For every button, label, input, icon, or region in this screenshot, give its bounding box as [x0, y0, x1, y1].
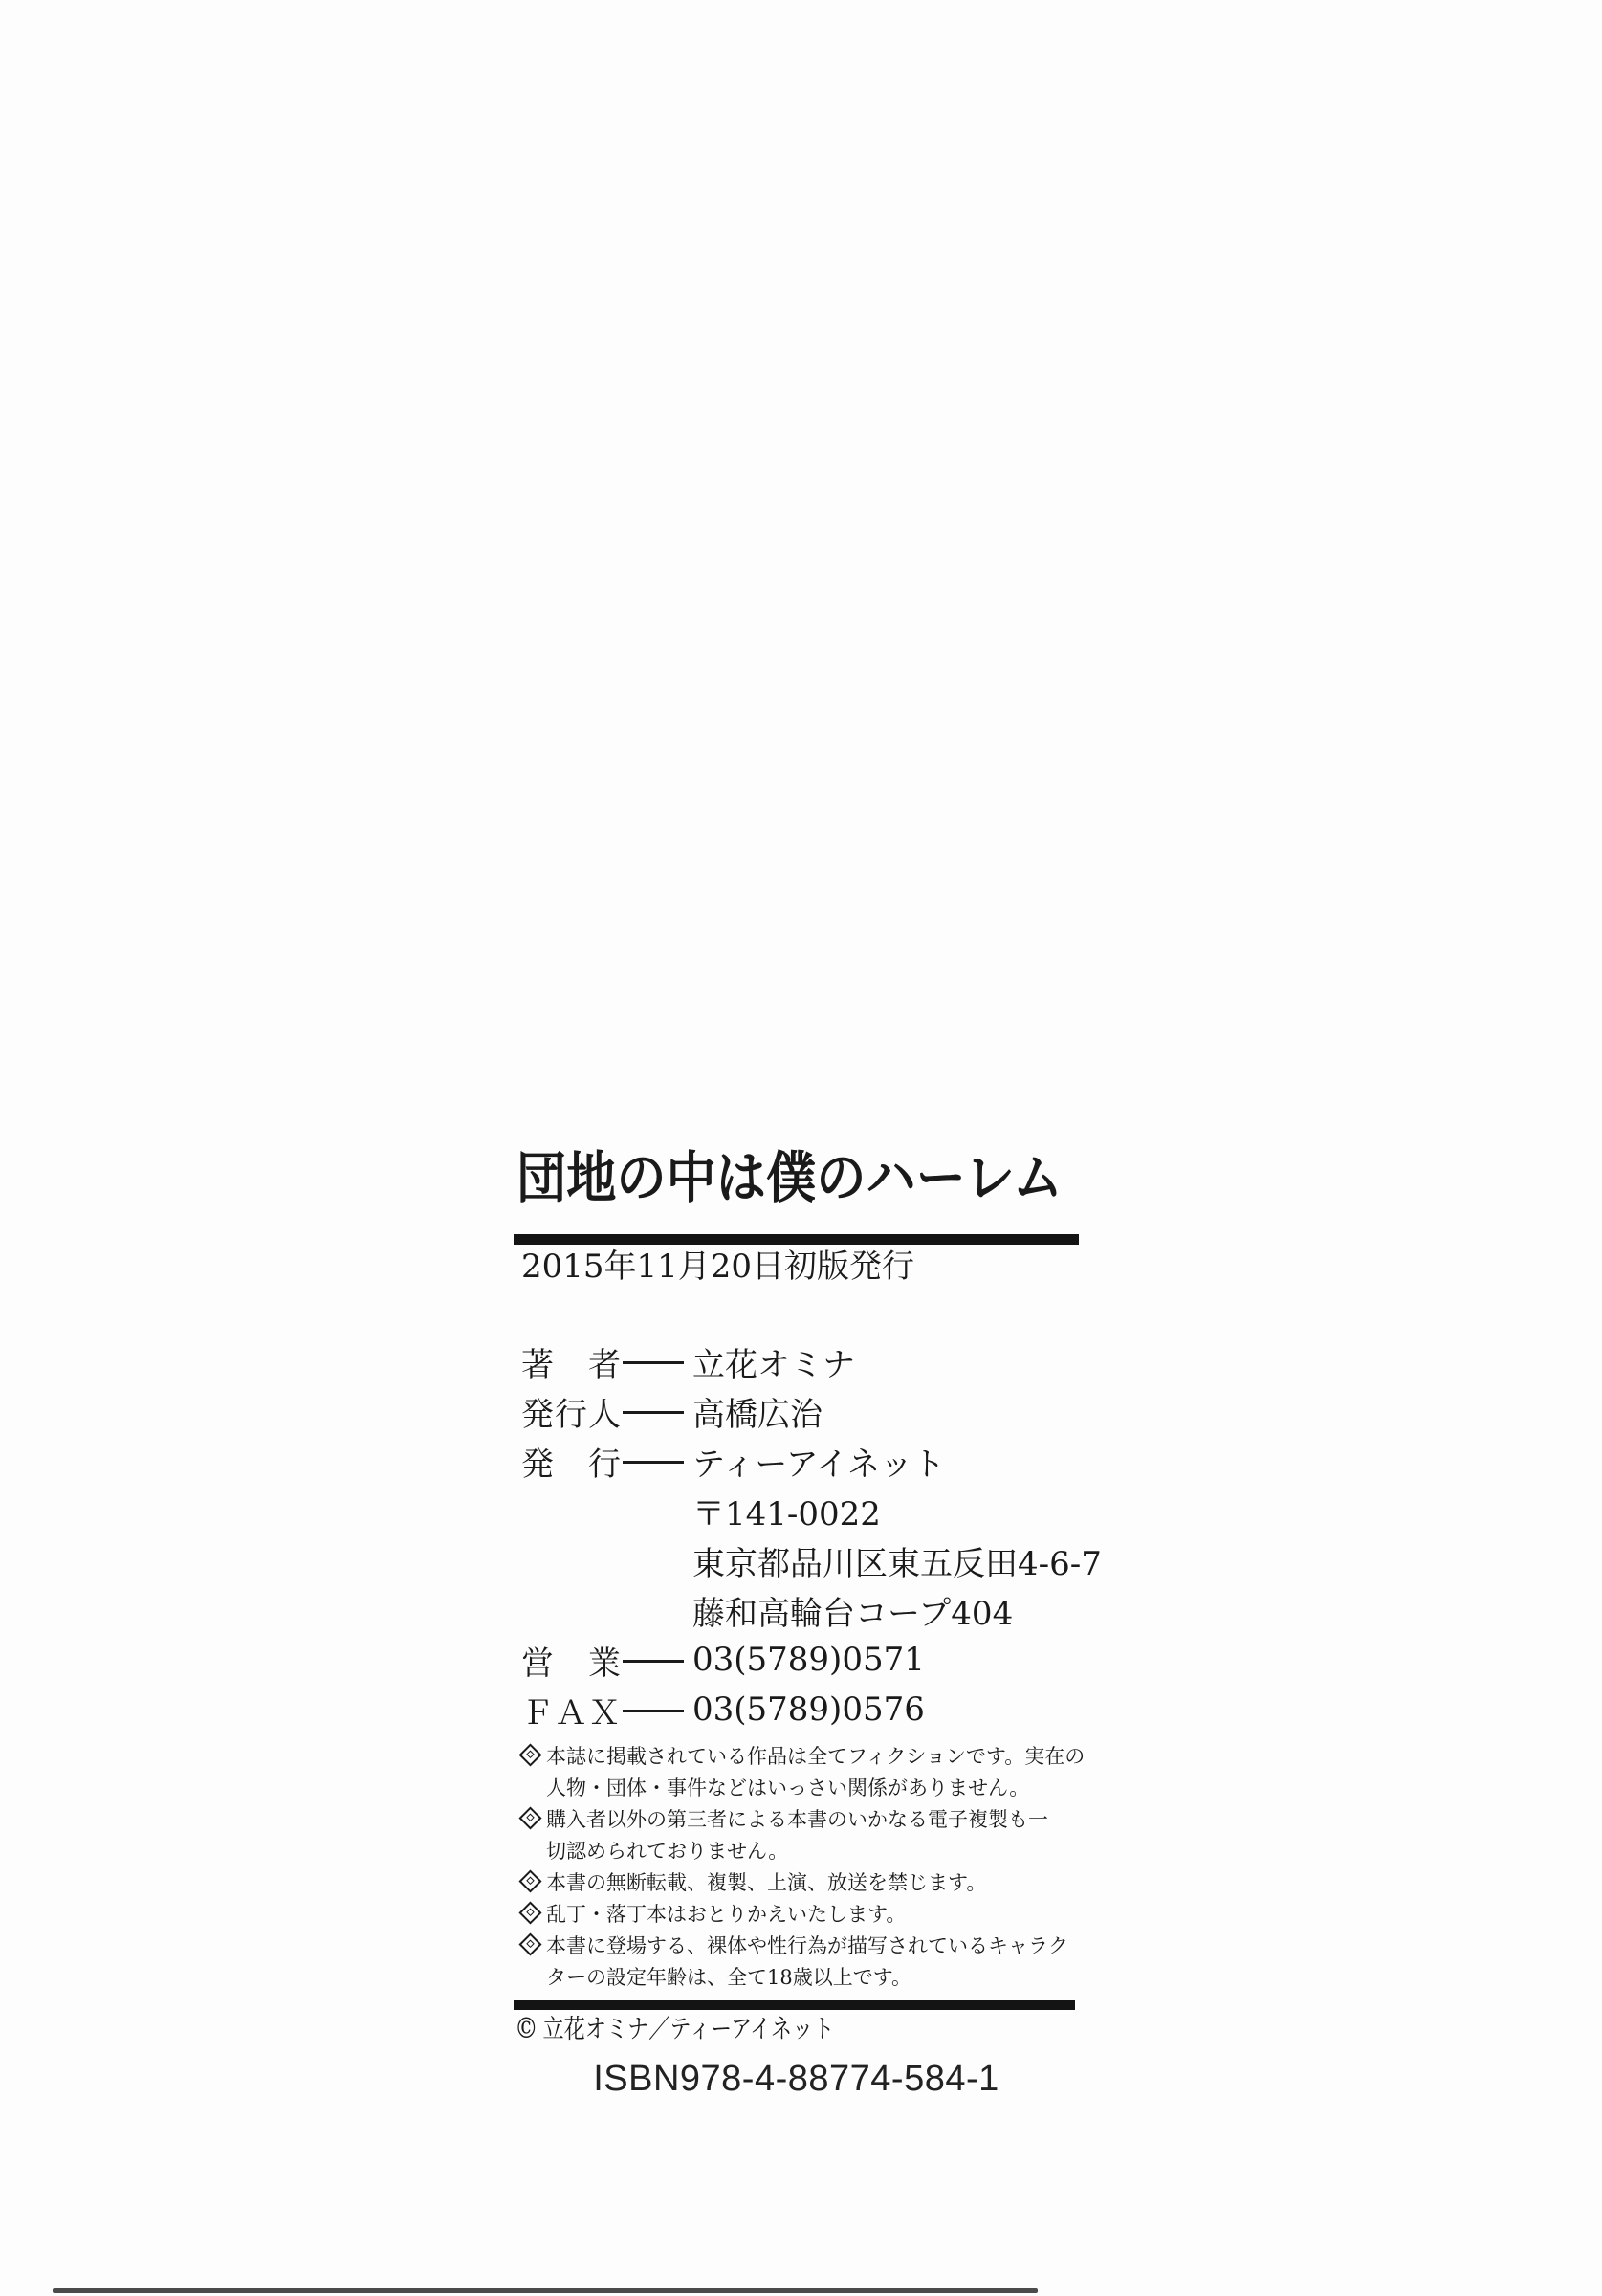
note-line: 乱丁・落丁本はおとりかえいたします。 [521, 1899, 1079, 1931]
credit-label: 発行 [521, 1445, 621, 1484]
contact-value: 03(5789)0576 [692, 1690, 925, 1729]
leader-dash [623, 1411, 684, 1414]
contact-label: ＦＡＸ [521, 1693, 621, 1733]
credit-value: 高橋広治 [692, 1395, 823, 1434]
note-line-continuation: 切認められておりません。 [546, 1840, 789, 1863]
scan-artifact-bottom-edge [53, 2288, 1038, 2293]
legal-notes [521, 1741, 1086, 1994]
copyright-symbol: © [515, 2012, 538, 2045]
address-line-postal: 〒141-0022 [692, 1494, 881, 1534]
address-line-street: 東京都品川区東五反田4-6-7 [692, 1544, 1102, 1583]
contact-value: 03(5789)0571 [692, 1641, 925, 1679]
book-title: 団地の中は僕のハーレム [516, 1145, 1064, 1210]
leader-dash [623, 1660, 684, 1663]
address-line-building: 藤和高輪台コープ404 [692, 1594, 1014, 1633]
leader-dash [623, 1461, 684, 1464]
footer-divider-rule [514, 2000, 1075, 2010]
double-diamond-bullet-icon [518, 1932, 541, 1955]
isbn-number: ISBN978-4-88774-584-1 [593, 2059, 999, 2099]
title-divider-rule [514, 1234, 1079, 1245]
note-line-continuation: ターの設定年齢は、全て18歳以上です。 [546, 1966, 912, 1989]
double-diamond-bullet-icon [518, 1806, 541, 1829]
credit-row-publisher-person [521, 1386, 1079, 1436]
leader-dash [623, 1710, 684, 1712]
publication-info [521, 1336, 1102, 1734]
leader-dash [623, 1361, 684, 1364]
note-line: 本誌に掲載されている作品は全てフィクションです。実在の [521, 1741, 1079, 1773]
credit-row-author [521, 1336, 1079, 1386]
contact-row-sales [521, 1635, 1079, 1685]
credit-value: ティーアイネット [692, 1445, 946, 1484]
credit-label: 著者 [521, 1345, 621, 1384]
note-line: 本書に登場する、裸体や性行為が描写されているキャラク [521, 1931, 1079, 1962]
double-diamond-bullet-icon [518, 1743, 541, 1766]
note-line: 購入者以外の第三者による本書のいかなる電子複製も一 [521, 1804, 1079, 1836]
copyright-line [515, 2013, 834, 2046]
double-diamond-bullet-icon [518, 1869, 541, 1892]
copyright-holders: 立花オミナ／ティーアイネット [542, 2015, 835, 2044]
edition-date: 2015年11月20日初版発行 [521, 1247, 915, 1286]
contact-row-fax [521, 1685, 1079, 1734]
colophon-block [514, 0, 1102, 2296]
credit-value: 立花オミナ [692, 1345, 855, 1384]
double-diamond-bullet-icon [518, 1901, 541, 1924]
credit-row-publisher [521, 1436, 1079, 1486]
note-line-continuation: 人物・団体・事件などはいっさい関係がありません。 [546, 1777, 1030, 1799]
contact-label: 営業 [521, 1644, 621, 1683]
note-line: 本書の無断転載、複製、上演、放送を禁じます。 [521, 1867, 1079, 1899]
credit-label: 発行人 [521, 1395, 621, 1434]
